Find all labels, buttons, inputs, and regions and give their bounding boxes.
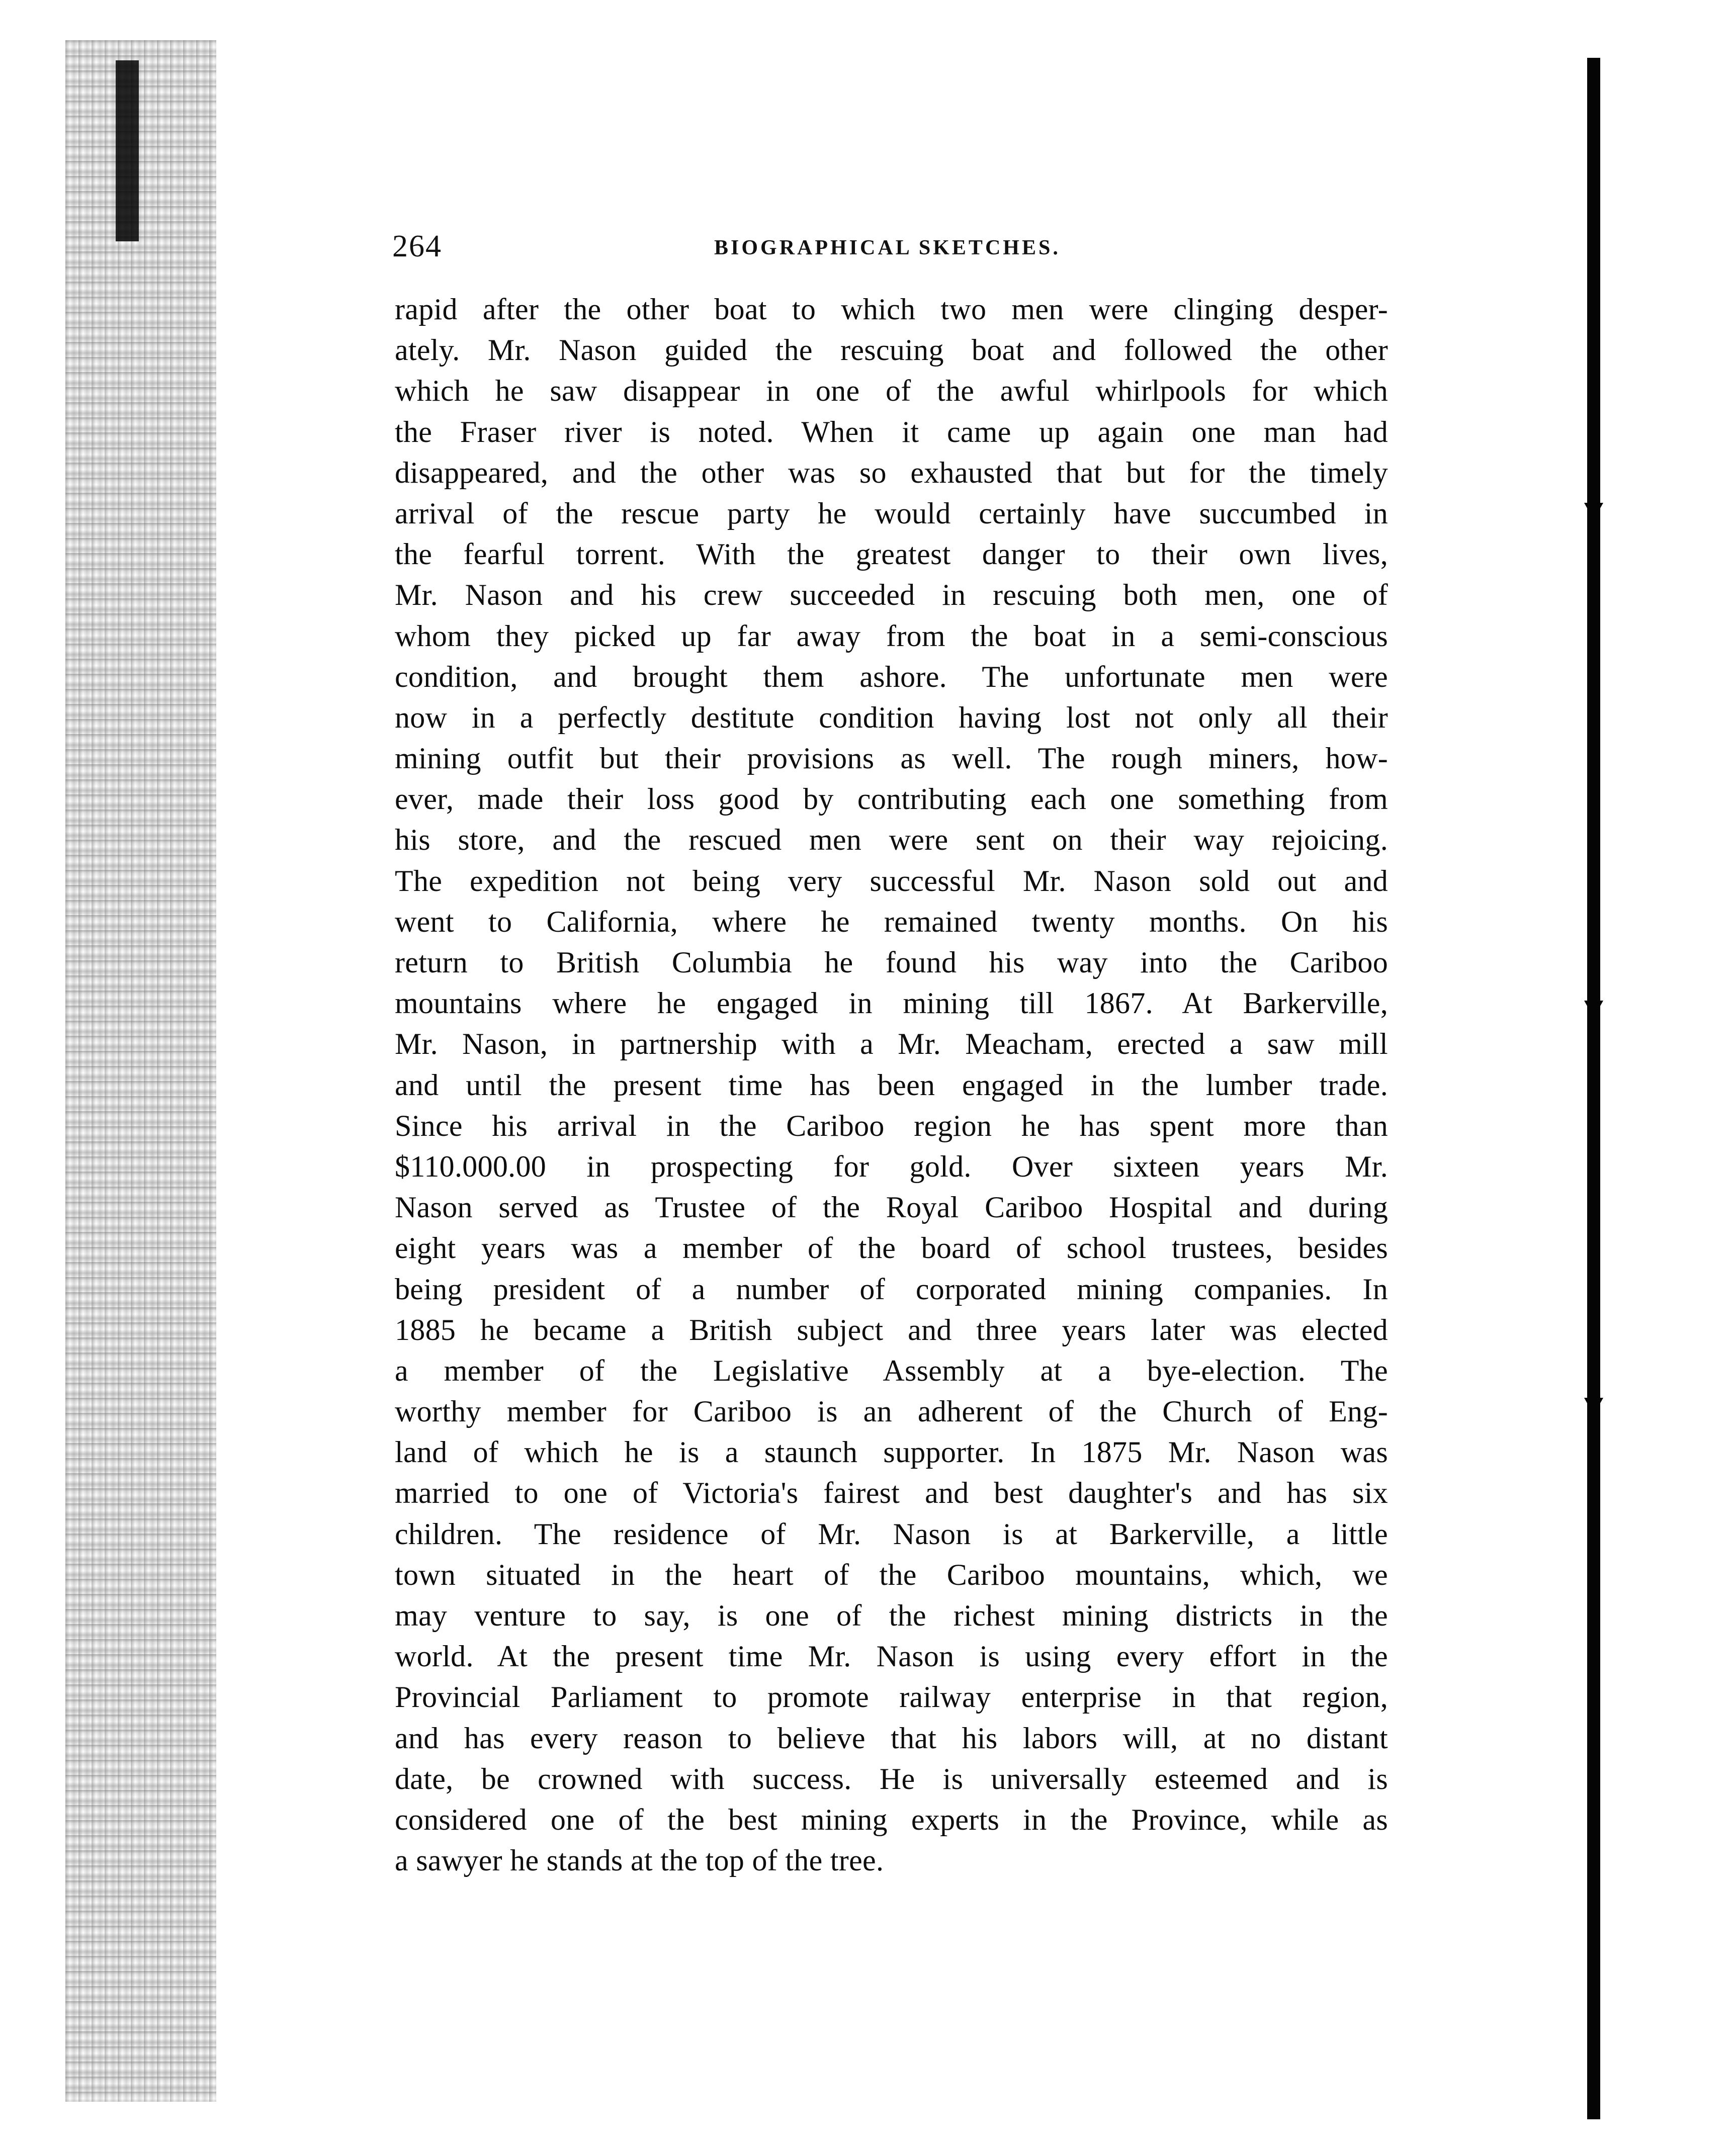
text-line: ever, made their loss good by contributing each one something from — [395, 782, 1388, 816]
text-line: a member of the Legislative Assembly at a bye-election. The — [395, 1354, 1388, 1387]
text-line: now in a perfectly destitute condition having lost not only all their — [395, 700, 1388, 734]
text-line: the fearful torrent. With the greatest danger to their own lives, — [395, 537, 1388, 571]
text-line: disappeared, and the other was so exhausted that but for the timely — [395, 456, 1388, 489]
text-line: mining outfit but their provisions as well. The rough miners, how- — [395, 742, 1388, 775]
text-line: and until the present time has been engaged in the lumber trade. — [395, 1068, 1388, 1102]
text-line: married to one of Victoria's fairest and best daughter's and has six — [395, 1476, 1388, 1510]
text-line: whom they picked up far away from the boat in a semi-conscious — [395, 619, 1388, 653]
page-edge-rule — [1587, 58, 1600, 2119]
text-line: world. At the present time Mr. Nason is using every effort in the — [395, 1640, 1388, 1673]
text-line: town situated in the heart of the Cariboo mountains, which, we — [395, 1558, 1388, 1591]
text-line: and has every reason to believe that his labors will, at no distant — [395, 1721, 1388, 1755]
text-line: Provincial Parliament to promote railway enterprise in that region, — [395, 1680, 1388, 1714]
text-line: return to British Columbia he found his way into the Cariboo — [395, 946, 1388, 979]
text-line: $110.000.00 in prospecting for gold. Over sixteen years Mr. — [395, 1149, 1388, 1183]
text-line: Mr. Nason and his crew succeeded in rescuing both men, one of — [395, 578, 1388, 612]
text-line: land of which he is a staunch supporter. In 1875 Mr. Nason was — [395, 1435, 1388, 1469]
text-line: Since his arrival in the Cariboo region he has spent more than — [395, 1109, 1388, 1142]
binding-edge-mark — [116, 60, 139, 241]
body-text — [395, 289, 1388, 1881]
text-line: The expedition not being very successful Mr. Nason sold out and — [395, 864, 1388, 897]
text-line: considered one of the best mining experts in the Province, while as — [395, 1803, 1388, 1836]
text-line: worthy member for Cariboo is an adherent of the Church of Eng- — [395, 1395, 1388, 1428]
text-line: may venture to say, is one of the richest mining districts in the — [395, 1599, 1388, 1632]
text-line: mountains where he engaged in mining till 1867. At Barkerville, — [395, 986, 1388, 1020]
text-line: arrival of the rescue party he would certainly have succumbed in — [395, 496, 1388, 530]
text-line: rapid after the other boat to which two men were clinging desper- — [395, 293, 1388, 326]
page-number: 264 — [392, 229, 442, 263]
text-line: which he saw disappear in one of the awful whirlpools for which — [395, 374, 1388, 408]
text-line: the Fraser river is noted. When it came up again one man had — [395, 415, 1388, 448]
text-line: Nason served as Trustee of the Royal Cariboo Hospital and during — [395, 1191, 1388, 1224]
text-line: being president of a number of corporated mining companies. In — [395, 1272, 1388, 1306]
text-line: Mr. Nason, in partnership with a Mr. Meacham, erected a saw mill — [395, 1027, 1388, 1061]
text-line: children. The residence of Mr. Nason is at Barkerville, a little — [395, 1517, 1388, 1551]
text-line: date, be crowned with success. He is universally esteemed and is — [395, 1762, 1388, 1795]
text-line: his store, and the rescued men were sent on their way rejoicing. — [395, 823, 1388, 857]
page-header — [392, 229, 1398, 274]
text-line: a sawyer he stands at the top of the tree. — [395, 1844, 884, 1877]
text-line: ately. Mr. Nason guided the rescuing boat and followed the other — [395, 333, 1388, 367]
text-line: eight years was a member of the board of school trustees, besides — [395, 1231, 1388, 1265]
text-line: condition, and brought them ashore. The unfortunate men were — [395, 660, 1388, 693]
text-line: 1885 he became a British subject and three years later was elected — [395, 1313, 1388, 1346]
running-head: BIOGRAPHICAL SKETCHES. — [714, 236, 1061, 259]
binding-shadow — [65, 40, 216, 2102]
text-line: went to California, where he remained twenty months. On his — [395, 905, 1388, 938]
